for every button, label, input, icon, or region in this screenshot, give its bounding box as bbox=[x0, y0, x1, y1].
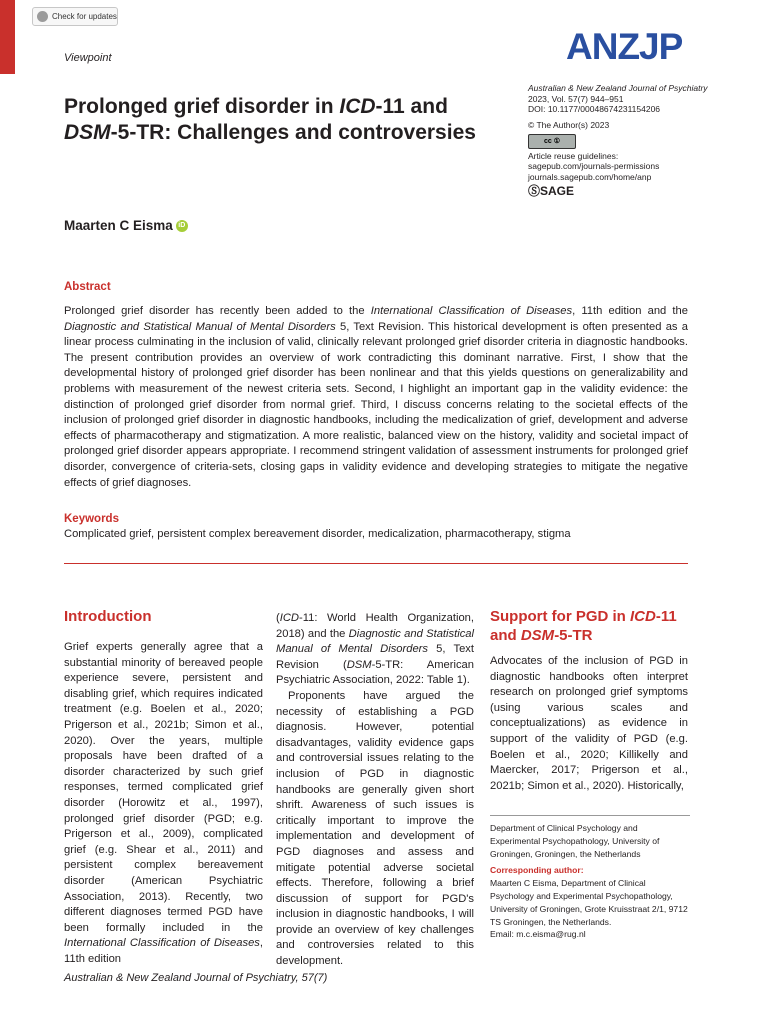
check-for-updates-button[interactable] bbox=[32, 7, 118, 26]
text-part: International Classification of Diseases bbox=[64, 937, 260, 950]
title-part: -5-TR: Challenges and controversies bbox=[110, 120, 476, 144]
body-column-2 bbox=[276, 611, 474, 970]
keywords-text: Complicated grief, persistent complex bereavement disorder, medicalization, pharmacotherapy, stigma bbox=[64, 528, 571, 540]
reuse-link-home[interactable]: journals.sagepub.com/home/anp bbox=[528, 171, 652, 182]
abstract-part: Diagnostic and Statistical Manual of Mental Disorders bbox=[64, 320, 336, 333]
article-metadata bbox=[528, 83, 728, 199]
page-footer: Australian & New Zealand Journal of Psychiatry, 57(7) bbox=[64, 972, 328, 984]
corresponding-text: Maarten C Eisma, Department of Clinical Psychology and Experimental Psychopathology, University of Groningen, Grote Kruisstraat 2/1, 9712 TS Groningen, the Netherlands. bbox=[490, 878, 688, 927]
title-part: -11 and bbox=[375, 95, 448, 118]
text-part: DSM bbox=[346, 658, 372, 671]
reuse-link-permissions[interactable]: sagepub.com/journals-permissions bbox=[528, 161, 660, 172]
affiliation-divider bbox=[490, 815, 690, 816]
update-badge-icon bbox=[37, 11, 48, 22]
corresponding-heading: Corresponding author: bbox=[490, 865, 584, 876]
doi[interactable]: DOI: 10.1177/00048674231154206 bbox=[528, 104, 661, 115]
author-line bbox=[64, 218, 188, 233]
abstract-part: Prolonged grief disorder has recently been added to the bbox=[64, 305, 371, 317]
reuse-label: Article reuse guidelines: bbox=[528, 150, 619, 161]
paragraph bbox=[276, 611, 474, 689]
text-part: -5-TR: American Psychiatric Association, 2022: Table 1). bbox=[276, 658, 474, 687]
abstract-text bbox=[64, 304, 688, 491]
article-title bbox=[64, 94, 504, 145]
orcid-icon[interactable]: iD bbox=[176, 220, 188, 232]
journal-name: Australian & New Zealand Journal of Psychiatry bbox=[528, 83, 708, 93]
abstract-heading: Abstract bbox=[64, 281, 111, 293]
heading-part: DSM bbox=[520, 626, 555, 644]
text-part: Grief experts generally agree that a substantial minority of bereaved people experience severe, persistent and disabling grief, which requires indicated treatment (e.g. Boelen et al., 2020; Prigerson et al., 2021b; Simon et al., 2020). Over the years, multiple proposals have been drafted of a disorder characterized by such grief responses, termed complicated grief disorder (Horowitz et al., 1997), prolonged grief disorder (PGD; e.g. Prigerson et al., 2009), complicated grief (e.g. Shear et al., 2011) and persistent complex bereavement disorder (American Psychiatric Association, 2013). Recently, two different diagnoses termed PGD have been formally included in the bbox=[64, 641, 263, 934]
title-part: ICD bbox=[339, 95, 376, 118]
introduction-heading: Introduction bbox=[64, 608, 152, 625]
support-heading bbox=[490, 608, 690, 646]
text-part: Diagnostic and Statistical Manual of Mental Disorders bbox=[276, 627, 475, 656]
copyright: © The Author(s) 2023 bbox=[528, 119, 610, 130]
keywords-heading: Keywords bbox=[64, 513, 119, 525]
affiliation-block bbox=[490, 822, 690, 941]
volume-info: 2023, Vol. 57(7) 944–951 bbox=[528, 93, 624, 104]
text-part: , 11th edition bbox=[64, 937, 263, 965]
check-updates-label: Check for updates bbox=[52, 12, 117, 21]
paragraph bbox=[64, 640, 263, 967]
heading-part: -5-TR bbox=[554, 626, 593, 644]
author-name[interactable]: Maarten C Eisma bbox=[64, 218, 173, 233]
paragraph: Advocates of the inclusion of PGD in diagnostic handbooks often interpret research on prolonged grief symptoms (using various scales and conceptualizations) as evidence in support of the validity of PGD (e.g. Boelen et al., 2020; Killikelly and Maercker, 2017; Prigerson et al., 2021b; Simon et al., 2020). Historically, bbox=[490, 655, 688, 792]
abstract-part: International Classification of Diseases bbox=[370, 305, 573, 317]
abstract-part: 5, Text Revision. This historical development is often presented as a linear process culminating in the inclusion of valid, clinically relevant prolonged grief disorder criteria in diagnostic handbooks. The present contribution provides an overview of work contradicting this dominant narrative. First, I show that the developmental history of prolonged grief disorder has been nonlinear and that this yields questions on generalizability and problems with measurement of the newest criteria sets. Second, I highlight an important gap in the validity evidence: the distinction of prolonged grief disorder from normal grief. Third, I discuss concerns relating to the societal effects of the inclusion of prolonged grief disorder in diagnostic handbooks, including the medicalization of grief, development and adverse effects of pharmacotherapy and stigmatization. A more realistic, balanced view on the history, validity and societal impact of prolonged grief disorder appears appropriate. I recommend stringent validation of assessment instruments for prolonged grief disorder, convergence of criteria-sets, closing gaps in validity evidence and developing strategies to mitigate the negative effects of grief diagnoses. bbox=[64, 320, 688, 489]
body-column-1 bbox=[64, 640, 263, 967]
publisher-name: SAGE bbox=[540, 184, 575, 199]
heading-part: -11 and bbox=[490, 608, 677, 644]
text-part: -11: World Health Organization, 2018) and the bbox=[276, 612, 474, 640]
text-part: 5, Text Revision ( bbox=[276, 643, 474, 671]
heading-part: ICD bbox=[630, 608, 656, 625]
heading-part: Support for PGD in bbox=[490, 608, 630, 625]
paragraph: Proponents have argued the necessity of establishing a PGD diagnosis. However, potential disadvantages, validity evidence gaps and controversial issues relating to the inclusion of PGD in diagnostic handbooks are generally given short shrift. Awareness of such issues is critically important to improve the implementation and development of PGD diagnoses and assess and mitigate potential adverse societal effects. Therefore, following a brief discussion of support for PGD's inclusion in diagnostic handbooks, I will provide an overview of key challenges and controversies related to this development. bbox=[276, 689, 474, 968]
left-accent-bar bbox=[0, 0, 15, 74]
text-part: ( bbox=[276, 612, 280, 624]
publisher-logo: ⓈSAGE bbox=[528, 184, 575, 199]
section-label: Viewpoint bbox=[64, 52, 112, 64]
cc-license-icon: cc ① bbox=[528, 134, 576, 149]
title-part: DSM bbox=[64, 120, 111, 144]
title-part: Prolonged grief disorder in bbox=[64, 95, 340, 118]
text-part: ICD bbox=[279, 612, 300, 624]
section-divider bbox=[64, 563, 688, 564]
email[interactable]: Email: m.c.eisma@rug.nl bbox=[490, 929, 586, 940]
body-column-3 bbox=[490, 654, 688, 794]
department: Department of Clinical Psychology and Experimental Psychopathology, University of Groningen, Groningen, the Netherlands bbox=[490, 823, 660, 859]
abstract-part: , 11th edition and the bbox=[572, 305, 688, 317]
journal-logo: ANZJP bbox=[566, 26, 683, 67]
